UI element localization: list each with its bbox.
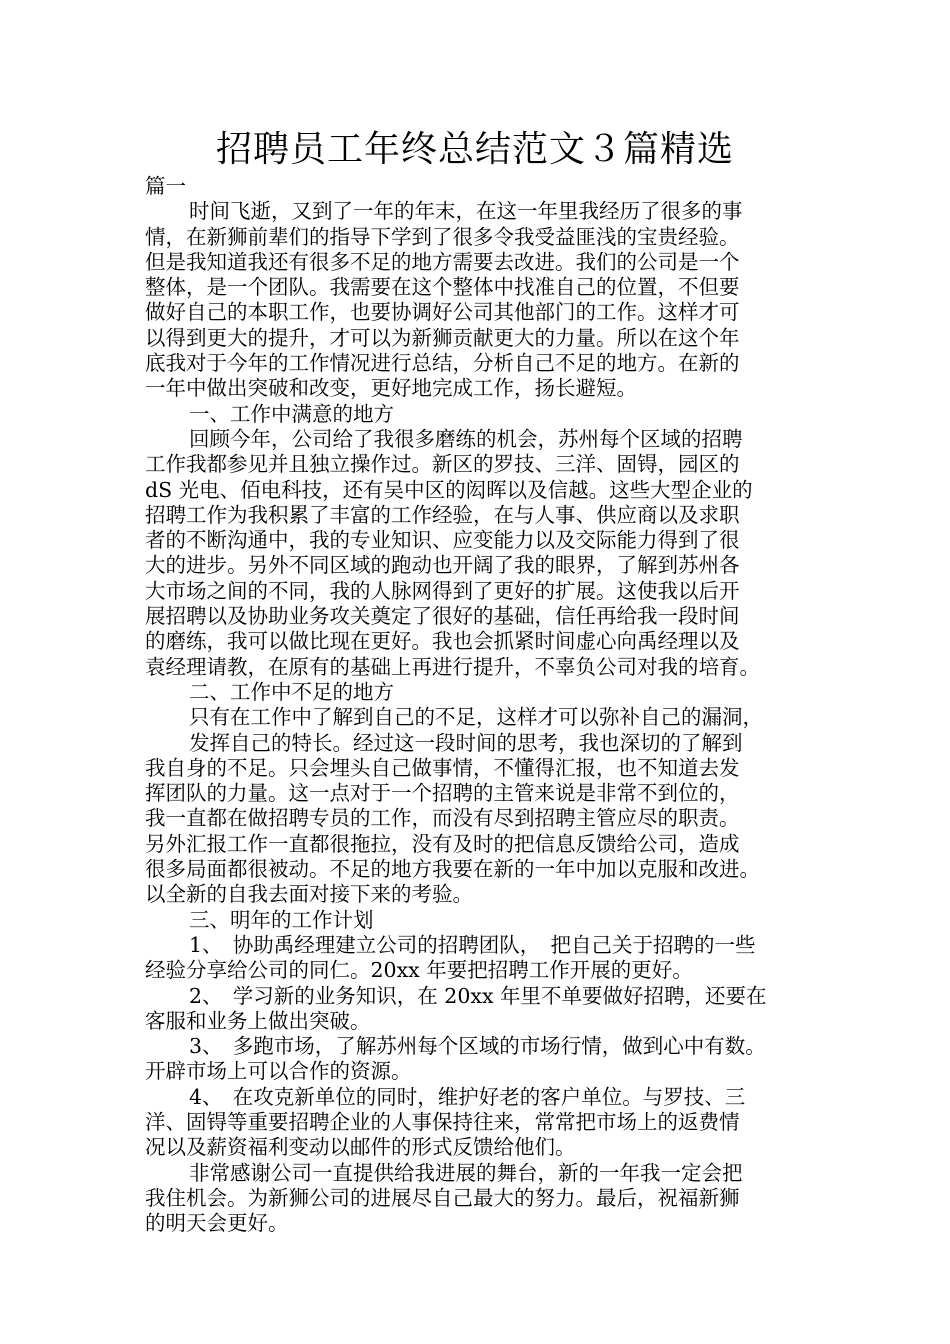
text-line: 时间飞逝，又到了一年的年末，在这一年里我经历了很多的事 (189, 199, 743, 224)
text-line: 的明天会更好。 (145, 1211, 289, 1236)
text-line: 以全新的自我去面对接下来的考验。 (145, 882, 473, 907)
text-line: 回顾今年，公司给了我很多磨练的机会，苏州每个区域的招聘 (189, 426, 743, 451)
text-line: dS 光电、佰电科技，还有吴中区的闳晖以及信越。这些大型企业的 (145, 477, 753, 502)
text-line: 2、 学习新的业务知识，在 20xx 年里不单要做好招聘，还要在 (189, 983, 767, 1008)
text-line: 大市场之间的不同，我的人脉网得到了更好的扩展。这使我以后开 (145, 578, 740, 603)
text-line: 二、工作中不足的地方 (189, 679, 394, 704)
text-line: 的磨练，我可以做比现在更好。我也会抓紧时间虚心向禹经理以及 (145, 629, 740, 654)
text-line: 展招聘以及协助业务攻关奠定了很好的基础，信任再给我一段时间 (145, 604, 740, 629)
text-line: 发挥自己的特长。经过这一段时间的思考，我也深切的了解到 (189, 730, 743, 755)
text-line: 很多局面都很被动。不足的地方我要在新的一年中加以克服和改进。 (145, 857, 760, 882)
text-line: 非常感谢公司一直提供给我进展的舞台，新的一年我一定会把 (189, 1160, 743, 1185)
text-line: 另外汇报工作一直都很拖拉，没有及时的把信息反馈给公司，造成 (145, 831, 740, 856)
text-line: 我一直都在做招聘专员的工作，而没有尽到招聘主管应尽的职责。 (145, 806, 740, 831)
text-line: 篇一 (145, 174, 186, 198)
text-line: 底我对于今年的工作情况进行总结，分析自己不足的地方。在新的 (145, 351, 740, 376)
text-line: 者的不断沟通中，我的专业知识、应变能力以及交际能力得到了很 (145, 528, 740, 553)
text-line: 我自身的不足。只会埋头自己做事情，不懂得汇报，也不知道去发 (145, 755, 740, 780)
text-line: 洋、固锝等重要招聘企业的人事保持往来，常常把市场上的返费情 (145, 1109, 740, 1134)
text-line: 挥团队的力量。这一点对于一个招聘的主管来说是非常不到位的， (145, 781, 740, 806)
text-line: 4、 在攻克新单位的同时，维护好老的客户单位。与罗技、三 (189, 1084, 746, 1109)
text-line: 工作我都参见并且独立操作过。新区的罗技、三洋、固锝，园区的 (145, 452, 740, 477)
text-line: 但是我知道我还有很多不足的地方需要去改进。我们的公司是一个 (145, 249, 740, 274)
text-line: 1、 协助禹经理建立公司的招聘团队， 把自己关于招聘的一些 (189, 932, 756, 957)
text-line: 一年中做出突破和改变，更好地完成工作，扬长避短。 (145, 376, 637, 401)
text-line: 三、明年的工作计划 (189, 907, 374, 932)
text-line: 以得到更大的提升，才可以为新狮贡献更大的力量。所以在这个年 (145, 325, 740, 350)
text-line: 做好自己的本职工作，也要协调好公司其他部门的工作。这样才可 (145, 300, 740, 325)
text-line: 情，在新狮前辈们的指导下学到了很多令我受益匪浅的宝贵经验。 (145, 224, 740, 249)
text-line: 况以及薪资福利变动以邮件的形式反馈给他们。 (145, 1135, 576, 1160)
text-line: 开辟市场上可以合作的资源。 (145, 1059, 412, 1084)
document-body (145, 174, 825, 1236)
text-line: 3、 多跑市场，了解苏州每个区域的市场行情，做到心中有数。 (189, 1034, 766, 1059)
text-line: 整体，是一个团队。我需要在这个整体中找准自己的位置，不但要 (145, 275, 740, 300)
text-line: 大的进步。另外不同区域的跑动也开阔了我的眼界，了解到苏州各 (145, 553, 740, 578)
text-line: 经验分享给公司的同仁。20xx 年要把招聘工作开展的更好。 (145, 958, 693, 983)
document-title: 招聘员工年终总结范文３篇精选 (215, 129, 734, 170)
text-line: 只有在工作中了解到自己的不足，这样才可以弥补自己的漏洞， (189, 705, 763, 730)
text-line: 一、工作中满意的地方 (189, 401, 394, 426)
text-line: 我住机会。为新狮公司的进展尽自己最大的努力。最后，祝福新狮 (145, 1185, 740, 1210)
text-line: 招聘工作为我积累了丰富的工作经验，在与人事、供应商以及求职 (145, 502, 740, 527)
text-line: 袁经理请教，在原有的基础上再进行提升，不辜负公司对我的培育。 (145, 654, 760, 679)
text-line: 客服和业务上做出突破。 (145, 1008, 371, 1033)
